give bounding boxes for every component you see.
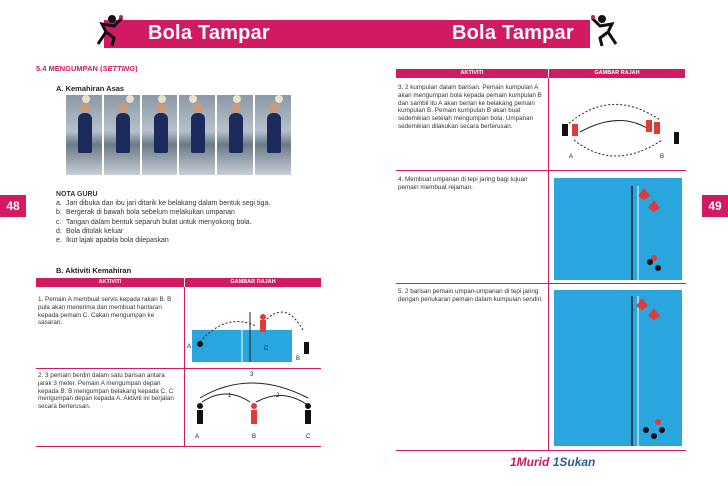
spike-net-diagram <box>554 178 682 280</box>
table-header-diagram: GAMBAR RAJAH <box>549 69 685 78</box>
diagram-label: A <box>569 154 574 160</box>
diagram-label: B <box>252 434 257 440</box>
diagram-label: 2 <box>276 393 280 399</box>
table-divider <box>184 287 185 447</box>
table-row: 4. Membuat umpanan di tepi jaring bagi tujuan pemain membuat rejaman. <box>398 176 528 191</box>
table-header-activity: AKTIVITI <box>396 69 548 78</box>
diagram-label: 1 <box>228 393 232 399</box>
photo-frame <box>217 95 253 175</box>
table-bottom-line <box>396 450 686 451</box>
table-bottom-line <box>36 446 321 447</box>
diagram-label: A <box>187 344 192 350</box>
page-number: 48 <box>0 195 26 217</box>
table-row: 2. 3 pemain berdiri dalam satu barisan antara jarak 3 meter. Pemain A mengumpan depan kepada B. B mengumpan belakang kepada C. C mengumpan depan kepada A. Aktiviti ini berjalan secara berterusan. <box>38 372 174 411</box>
net-rotation-diagram <box>554 290 682 446</box>
table-row-divider <box>396 170 686 171</box>
diagram-label: B <box>296 356 301 362</box>
diagram-label: A <box>195 434 200 440</box>
photo-frame <box>66 95 102 175</box>
page-number: 49 <box>702 195 728 217</box>
table-row: 3. 2 kumpulan dalam barisan. Pemain kumpulan A akan mengumpan bola kepada pemain kumpulan B dan sambil itu A akan berlari ke belakang pemain kumpulan B. Pemain kumpulan B akan buat sedemikian setelah mengumpan bola. Umpanan sedemikian dilakukan secara berterusan. <box>398 84 542 130</box>
volleyball-player-icon <box>92 14 126 48</box>
photo-frame <box>255 95 291 175</box>
left-header <box>0 0 364 48</box>
section-title: 5.4 MENGUMPAN (SETTING) <box>36 64 138 73</box>
photo-frame <box>104 95 140 175</box>
court-lines-diagram <box>186 292 322 368</box>
table-header-diagram: GAMBAR RAJAH <box>185 278 321 287</box>
table-row-divider <box>396 283 686 284</box>
diagram-label: C <box>264 346 269 352</box>
photo-frame <box>179 95 215 175</box>
photo-sequence <box>66 95 291 175</box>
diagram-label: 3 <box>250 372 254 378</box>
volleyball-player-icon <box>588 14 622 48</box>
right-page <box>364 0 728 486</box>
subsection-a-title: A. Kemahiran Asas <box>56 84 125 93</box>
program-logo: 1Murid 1Sukan <box>510 455 596 469</box>
list-item: c. Tangan dalam bentuk separuh bulat untuk menyokong bola. <box>56 218 252 226</box>
table-divider <box>548 78 549 450</box>
list-item: d. Bola ditolak keluar <box>56 227 124 235</box>
subsection-b-title: B. Aktiviti Kemahiran <box>56 266 132 275</box>
table-header-activity: AKTIVITI <box>36 278 184 287</box>
notes-title: NOTA GURU <box>56 191 98 198</box>
header-title: Bola Tampar <box>148 22 270 44</box>
teacher-notes <box>56 190 270 245</box>
list-item: a. Jari dibuka dan ibu jari ditarik ke belakang dalam bentuk segi tiga. <box>56 200 271 208</box>
list-item: e. Ikut lajak apabila bola dilepaskan <box>56 237 169 245</box>
photo-frame <box>142 95 178 175</box>
table-row-divider <box>36 368 321 369</box>
diagram-label: C <box>306 434 311 440</box>
diagram-label: B <box>660 154 665 160</box>
header-title: Bola Tampar <box>452 22 574 44</box>
table-row: 1. Pemain A membuat servis kepada rakan B. B pula akan menerima dan membuat hantaran kepada pemain C. Cakan mengumpan ke sasaran. <box>38 296 172 327</box>
list-item: b. Bergerak di bawah bola sebelum melakukan umpanan <box>56 209 235 217</box>
right-header <box>364 0 728 48</box>
table-row: 5. 2 barisan pemain umpan-umpanan di tepi jaring dengan penukaran pemain dalam kumpulan sendiri. <box>398 288 543 303</box>
